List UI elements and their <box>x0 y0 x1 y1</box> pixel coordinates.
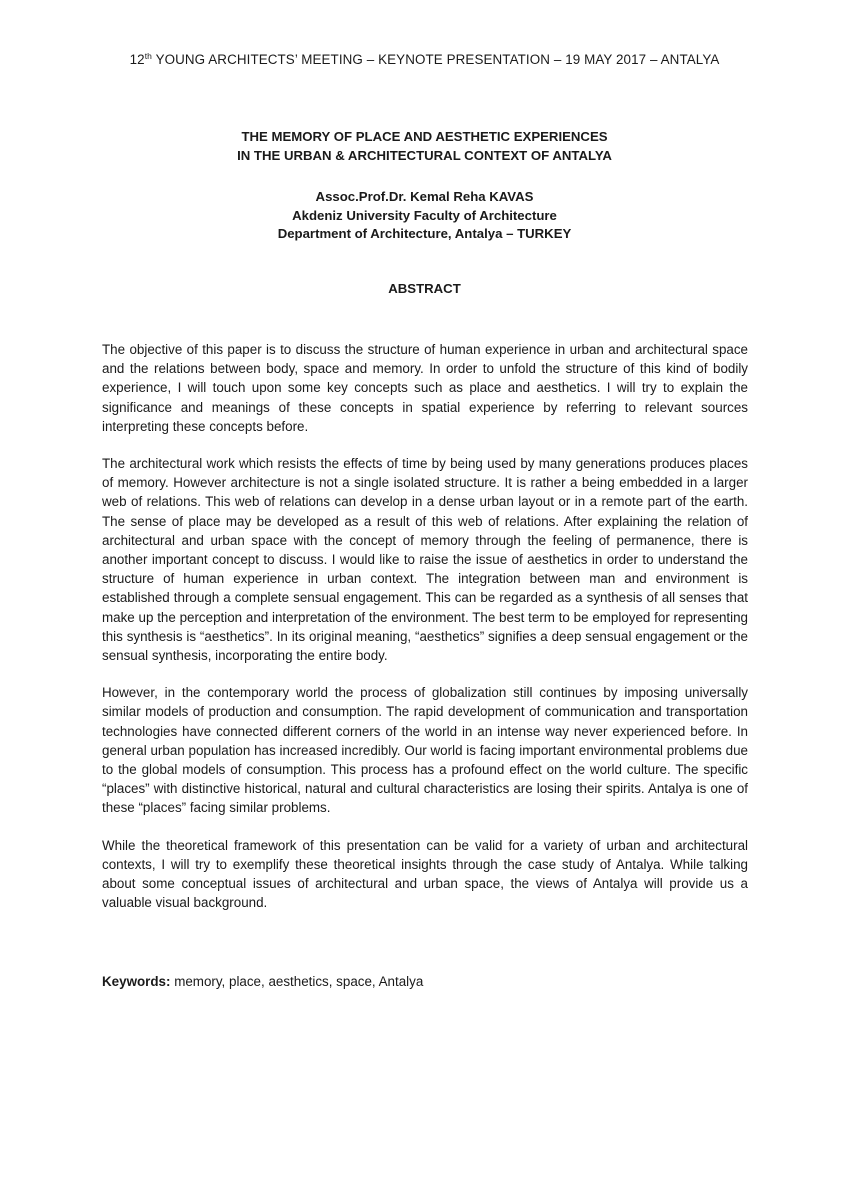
keywords-line <box>102 972 748 991</box>
abstract-paragraph-1: The objective of this paper is to discuss the structure of human experience in urban and architectural space and the relations between body, space and memory. In order to unfold the structure of this kind of bodily experience, I will touch upon some key concepts such as place and aesthetics. I will try to explain the significance and meanings of these concepts in spatial experience by referring to relevant sources interpreting these concepts before. <box>102 342 748 434</box>
abstract-heading: ABSTRACT <box>388 281 461 296</box>
abstract-paragraph-3: However, in the contemporary world the process of globalization still continues by imposing universally similar models of production and consumption. The rapid development of communication and transportation technologies have connected different corners of the world in an intense way never experienced before. In general urban population has increased incredibly. Our world is facing important environmental problems due to the global models of consumption. This process has a profound effect on the world culture. The specific “places” with distinctive historical, natural and cultural characteristics are losing their spirits. Antalya is one of these “places” facing similar problems. <box>102 685 748 816</box>
header-number: 12 <box>129 52 145 67</box>
author-department: Department of Architecture, Antalya – TURKEY <box>277 226 572 241</box>
abstract-paragraph-4: While the theoretical framework of this presentation can be valid for a variety of urban and architectural contexts, I will try to exemplify these theoretical insights through the case study of Antalya. While talking about some conceptual issues of architectural and urban space, the views of Antalya will provide us a valuable visual background. <box>102 837 748 911</box>
title-line-2: IN THE URBAN & ARCHITECTURAL CONTEXT OF ANTALYA <box>237 147 612 163</box>
abstract-paragraph-2: The architectural work which resists the effects of time by being used by many generations produces places of memory. However architecture is not a single isolated structure. It is rather a being embedded in a larger web of relations. This web of relations can develop in a dense urban layout or in a remote part of the earth. The sense of place may be developed as a result of this web of relations. After explaining the relation of architectural and urban space with the concept of memory through the feeling of permanence, there is another important concept to discuss. I would like to raise the issue of aesthetics in order to understand the structure of human experience in urban context. The integration between man and environment is established through a complete sensual engagement. This can be regarded as a synthesis of all senses that make up the perception and interpretation of the environment. The best term to be employed for representing this synthesis is “aesthetics”. In its original meaning, “aesthetics” signifies a deep sensual engagement or the sensual synthesis, incorporating the entire body. <box>102 456 748 664</box>
paper-title <box>0 128 849 165</box>
keywords-text: memory, place, aesthetics, space, Antalya <box>170 974 424 989</box>
page-header <box>0 52 849 67</box>
abstract-body <box>102 340 748 930</box>
author-name: Assoc.Prof.Dr. Kemal Reha KAVAS <box>315 189 534 204</box>
author-block <box>0 188 849 244</box>
author-affiliation: Akdeniz University Faculty of Architecture <box>292 207 557 223</box>
title-line-1: THE MEMORY OF PLACE AND AESTHETIC EXPERIENCES <box>241 129 608 144</box>
keywords-label: Keywords: <box>102 974 171 989</box>
header-ordinal: th <box>144 51 153 61</box>
header-text: YOUNG ARCHITECTS’ MEETING – KEYNOTE PRESENTATION – 19 MAY 2017 – ANTALYA <box>152 52 720 67</box>
